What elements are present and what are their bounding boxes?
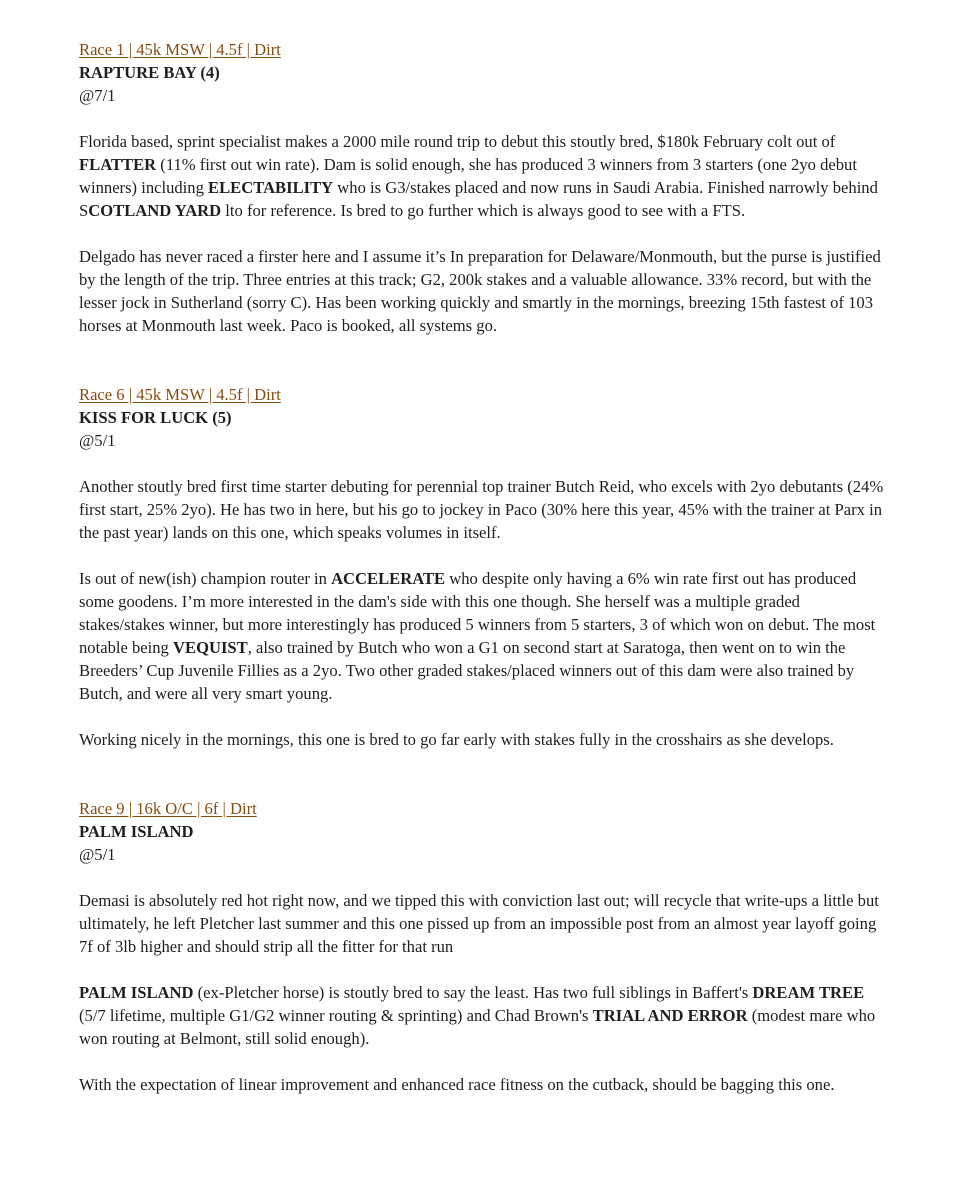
race-6-link[interactable]: Race 6 | 45k MSW | 4.5f | Dirt	[79, 385, 281, 404]
race-1-paragraph-1: Florida based, sprint specialist makes a 2000 mile round trip to debut this stoutly bred, $180k February colt out of FLATTER (11% first out win rate). Dam is solid enough, she has produced 3 winners from 3 starters (one 2yo debut winners) including ELECTABILITY who is G3/stakes placed and now runs in Saudi Arabia. Finished narrowly behind SCOTLAND YARD lto for reference. Is bred to go further which is always good to see with a FTS.	[79, 132, 878, 220]
race-6-paragraph-3: Working nicely in the mornings, this one is bred to go far early with stakes fully in the crosshairs as she develops.	[79, 730, 834, 749]
race-9-link[interactable]: Race 9 | 16k O/C | 6f | Dirt	[79, 799, 257, 818]
race-1-paragraph-2: Delgado has never raced a firster here and I assume it’s In preparation for Delaware/Monmouth, but the purse is justified by the length of the trip. Three entries at this track; G2, 200k stakes and a valuable allowance. 33% record, but with the lesser jock in Sutherland (sorry C). Has been working quickly and smartly in the mornings, breezing 15th fastest of 103 horses at Monmouth last week. Paco is booked, all systems go.	[79, 247, 881, 335]
race-6-horse-name: KISS FOR LUCK (5)	[79, 408, 232, 427]
race-1-horse-name: RAPTURE BAY (4)	[79, 63, 220, 82]
race-section-1	[79, 38, 886, 337]
race-9-paragraph-3: With the expectation of linear improvement and enhanced race fitness on the cutback, should be bagging this one.	[79, 1075, 835, 1094]
race-9-odds: @5/1	[79, 845, 116, 864]
race-1-odds: @7/1	[79, 86, 116, 105]
race-9-horse-name: PALM ISLAND	[79, 822, 194, 841]
race-section-9	[79, 797, 886, 1096]
race-1-link[interactable]: Race 1 | 45k MSW | 4.5f | Dirt	[79, 40, 281, 59]
race-section-6	[79, 383, 886, 751]
race-6-odds: @5/1	[79, 431, 116, 450]
race-6-paragraph-1: Another stoutly bred first time starter debuting for perennial top trainer Butch Reid, who excels with 2yo debutants (24% first start, 25% 2yo). He has two in here, but his go to jockey in Paco (30% here this year, 45% with the trainer at Parx in the past year) lands on this one, which speaks volumes in itself.	[79, 477, 884, 542]
race-9-paragraph-1: Demasi is absolutely red hot right now, and we tipped this with conviction last out; will recycle that write-ups a little but ultimately, he left Pletcher last summer and this one pissed up from an impossible post from an almost year layoff going 7f of 3lb higher and should strip all the fitter for that run	[79, 891, 879, 956]
race-6-paragraph-2: Is out of new(ish) champion router in ACCELERATE who despite only having a 6% win rate first out has produced some goodens. I’m more interested in the dam's side with this one though. She herself was a multiple graded stakes/stakes winner, but more interestingly has produced 5 winners from 5 starters, 3 of which won on debut. The most notable being VEQUIST, also trained by Butch who won a G1 on second start at Saratoga, then went on to win the Breeders’ Cup Juvenile Fillies as a 2yo. Two other graded stakes/placed winners out of this dam were also trained by Butch, and were all very smart young.	[79, 569, 876, 703]
race-9-paragraph-2: PALM ISLAND (ex-Pletcher horse) is stoutly bred to say the least. Has two full siblings in Baffert's DREAM TREE (5/7 lifetime, multiple G1/G2 winner routing & sprinting) and Chad Brown's TRIAL AND ERROR (modest mare who won routing at Belmont, still solid enough).	[79, 983, 876, 1048]
